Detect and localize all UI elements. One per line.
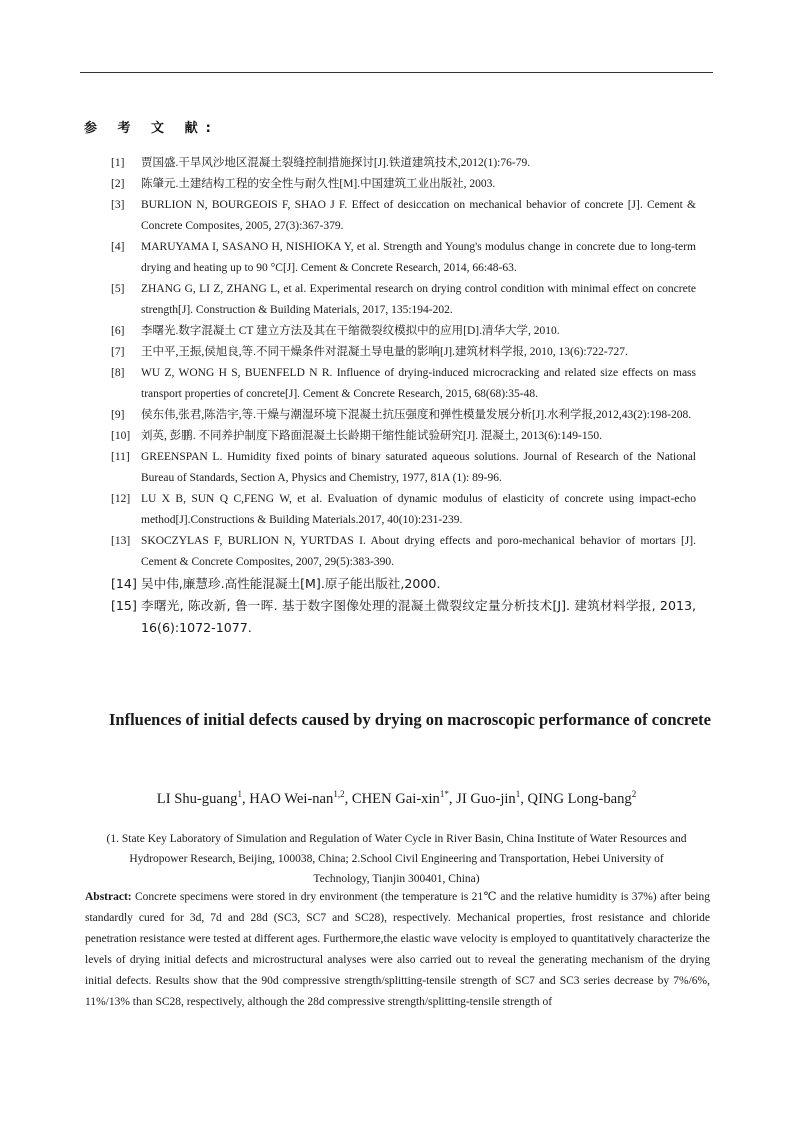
reference-item [111, 153, 696, 174]
reference-item [111, 426, 696, 447]
references-list [111, 153, 696, 639]
affiliations: (1. State Key Laboratory of Simulation and Regulation of Water Cycle in River Basin, China Institute of Water Resources and Hydropower Research, Beijing, 100038, China; 2.School Civil Engineering and Transportation, Hebei University of Technology, Tianjin 300401, China) [106, 833, 687, 885]
reference-text: ZHANG G, LI Z, ZHANG L, et al. Experimental research on drying control condition with minimal effect on concrete strength[J]. Construction & Building Materials, 2017, 135:194-202. [141, 283, 696, 316]
reference-item [111, 531, 696, 573]
reference-number: [11] [111, 451, 130, 463]
reference-number: [15] [111, 598, 137, 613]
reference-item [111, 405, 696, 426]
reference-text: 李曙光.数字混凝土 CT 建立方法及其在干缩微裂纹模拟中的应用[D].清华大学, 2010. [141, 325, 560, 337]
references-heading: 参 考 文 献: [84, 121, 219, 136]
reference-number: [6] [111, 325, 125, 337]
abstract [85, 887, 710, 1013]
author-affiliation-mark: 1,2 [333, 789, 345, 799]
reference-item [111, 174, 696, 195]
reference-text: 贾国盛.干旱风沙地区混凝土裂缝控制措施探讨[J].铁道建筑技术,2012(1):76-79. [141, 157, 531, 169]
author-affiliation-mark: 1 [515, 789, 521, 799]
author-name: LI Shu-guang [156, 790, 238, 807]
reference-text: 李曙光, 陈改新, 鲁一晖. 基于数字图像处理的混凝土微裂纹定量分析技术[J]. 建筑材料学报, 2013, 16(6):1072-1077. [141, 598, 696, 635]
reference-number: [9] [111, 409, 125, 421]
reference-number: [1] [111, 157, 125, 169]
reference-number: [3] [111, 199, 125, 211]
reference-text: 侯东伟,张君,陈浩宇,等.干燥与潮湿环境下混凝土抗压强度和弹性模量发展分析[J].水利学报,2012,43(2):198-208. [141, 409, 692, 421]
reference-text: BURLION N, BOURGEOIS F, SHAO J F. Effect of desiccation on mechanical behavior of concrete [J]. Cement & Concrete Composites, 2005, 27(3):367-379. [141, 199, 696, 232]
author-name: CHEN Gai-xin [351, 790, 440, 807]
reference-text: GREENSPAN L. Humidity fixed points of binary saturated aqueous solutions. Journal of Research of the National Bureau of Standards, Section A, Physics and Chemistry, 1977, 81A (1): 89-96. [141, 451, 696, 484]
author-affiliation-mark: 2 [631, 789, 637, 799]
author-affiliation-mark: 1* [439, 789, 449, 799]
reference-number: [7] [111, 346, 125, 358]
reference-number: [4] [111, 241, 125, 253]
reference-item [111, 595, 696, 639]
abstract-text: Concrete specimens were stored in dry environment (the temperature is 21℃ and the relative humidity is 37%) after being standardly cured for 3d, 7d and 28d (SC3, SC7 and SC28), respectively. Mechanical properties, frost resistance and chloride penetration resistance were tested at different ages. Furthermore,the elastic wave velocity is employed to quantitatively characterize the levels of drying initial defects and microstructural analyses were also carried out to reveal the generating mechanism of the drying initial defects. Results show that the 90d compressive strength/splitting-tensile strength of SC7 and SC3 series decrease by 7%/6%, 11%/13% than SC28, respectively, although the 28d compressive strength/splitting-tensile strength of [85, 891, 710, 1008]
reference-item [111, 363, 696, 405]
reference-text: 王中平,王振,侯旭良,等.不同干燥条件对混凝土导电量的影响[J].建筑材料学报, 2010, 13(6):722-727. [141, 346, 628, 358]
reference-text: 吴中伟,廉慧珍.高性能混凝土[M].原子能出版社,2000. [141, 576, 441, 591]
reference-number: [8] [111, 367, 125, 379]
reference-number: [12] [111, 493, 131, 505]
reference-item [111, 342, 696, 363]
paper-title: Influences of initial defects caused by drying on macroscopic performance of concrete [108, 710, 711, 729]
reference-text: WU Z, WONG H S, BUENFELD N R. Influence of drying-induced microcracking and related size effects on mass transport properties of concrete[J]. Cement & Concrete Research, 2015, 68(68):35-48. [141, 367, 696, 400]
reference-text: LU X B, SUN Q C,FENG W, et al. Evaluation of dynamic modulus of elasticity of concrete using impact-echo method[J].Constructions & Building Materials.2017, 40(10):231-239. [141, 493, 696, 526]
reference-item [111, 237, 696, 279]
reference-text: SKOCZYLAS F, BURLION N, YURTDAS I. About drying effects and poro-mechanical behavior of mortars [J]. Cement & Concrete Composites, 2007, 29(5):383-390. [141, 535, 696, 568]
author-list: LI Shu-guang$^1$, HAO Wei-nan$^{1,2}$, CHEN Gai-xin$^{1*}$, JI Guo-jin$^1$, QING Long-bang$^2$ [156, 789, 637, 807]
reference-text: MARUYAMA I, SASANO H, NISHIOKA Y, et al. Strength and Young's modulus change in concrete due to long-term drying and heating up to 90 °C[J]. Cement & Concrete Research, 2014, 66:48-63. [141, 241, 696, 274]
author-name: QING Long-bang [527, 790, 632, 807]
abstract-label: Abstract: [85, 891, 132, 903]
reference-number: [5] [111, 283, 125, 295]
author-affiliation-mark: 1 [237, 789, 242, 799]
author-name: HAO Wei-nan [249, 790, 334, 807]
reference-item [111, 489, 696, 531]
reference-text: 陈肇元.土建结构工程的安全性与耐久性[M].中国建筑工业出版社, 2003. [141, 178, 496, 190]
reference-item [111, 447, 696, 489]
reference-item [111, 321, 696, 342]
reference-item [111, 279, 696, 321]
reference-item [111, 195, 696, 237]
author-name: JI Guo-jin [456, 790, 516, 807]
header-rule [80, 72, 713, 73]
reference-number: [2] [111, 178, 125, 190]
reference-number: [10] [111, 430, 131, 442]
reference-number: [13] [111, 535, 131, 547]
reference-item [111, 573, 696, 595]
reference-number: [14] [111, 576, 137, 591]
reference-text: 刘英, 彭鹏. 不同养护制度下路面混凝土长龄期干缩性能试验研究[J]. 混凝土, 2013(6):149-150. [141, 430, 602, 442]
